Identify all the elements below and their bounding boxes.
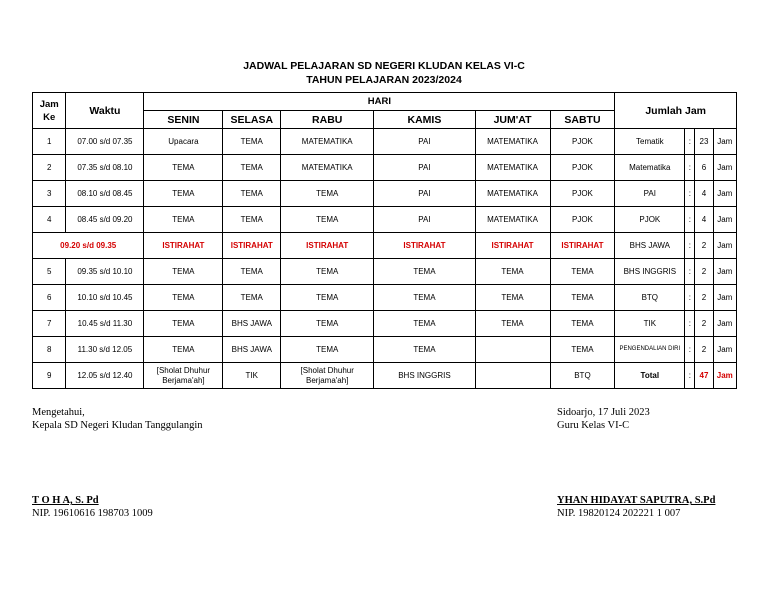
unit-cell: Jam (713, 285, 736, 311)
day-cell: TEMA (223, 155, 281, 181)
hours-cell: 2 (695, 285, 713, 311)
day-cell: TEMA (374, 337, 475, 363)
day-cell: ISTIRAHAT (475, 233, 550, 259)
day-cell: TEMA (144, 285, 223, 311)
day-cell: PAI (374, 181, 475, 207)
unit-cell: Jam (713, 155, 736, 181)
unit-cell: Jam (713, 259, 736, 285)
header-hari: HARI (144, 93, 615, 111)
day-cell: TEMA (374, 311, 475, 337)
signature-right-line2: Guru Kelas VI-C (557, 420, 630, 431)
day-cell: PAI (374, 207, 475, 233)
day-cell: TEMA (374, 285, 475, 311)
day-cell: TEMA (475, 311, 550, 337)
day-cell: PAI (374, 129, 475, 155)
signature-left-line2: Kepala SD Negeri Kludan Tanggulangin (32, 420, 203, 431)
day-cell: TEMA (223, 207, 281, 233)
jam-ke-cell: 4 (33, 207, 66, 233)
document-title: JADWAL PELAJARAN SD NEGERI KLUDAN KELAS VI-C (243, 60, 525, 72)
unit-cell: Jam (713, 311, 736, 337)
day-cell (475, 363, 550, 389)
header-jumlah-jam: Jumlah Jam (615, 93, 737, 129)
unit-cell: Jam (713, 363, 736, 389)
document-subtitle: TAHUN PELAJARAN 2023/2024 (306, 74, 462, 86)
unit-cell: Jam (713, 181, 736, 207)
subject-cell: BHS INGGRIS (615, 259, 685, 285)
jam-ke-cell: 9 (33, 363, 66, 389)
unit-cell: Jam (713, 207, 736, 233)
day-cell: TIK (223, 363, 281, 389)
day-cell: TEMA (281, 285, 374, 311)
table-row (33, 129, 737, 155)
day-cell: TEMA (223, 181, 281, 207)
subject-cell: PAI (615, 181, 685, 207)
day-cell: ISTIRAHAT (281, 233, 374, 259)
subject-cell: BTQ (615, 285, 685, 311)
header-waktu: Waktu (66, 93, 144, 129)
time-cell: 08.45 s/d 09.20 (66, 207, 144, 233)
day-cell: TEMA (144, 259, 223, 285)
day-cell: MATEMATIKA (281, 129, 374, 155)
jam-ke-cell: 2 (33, 155, 66, 181)
day-cell: TEMA (144, 311, 223, 337)
hours-cell: 2 (695, 337, 713, 363)
day-cell: TEMA (223, 259, 281, 285)
signature-left-line1: Mengetahui, (32, 407, 85, 418)
day-cell: TEMA (475, 259, 550, 285)
time-cell: 11.30 s/d 12.05 (66, 337, 144, 363)
table-row (33, 337, 737, 363)
day-cell: TEMA (144, 207, 223, 233)
unit-cell: Jam (713, 233, 736, 259)
day-cell: TEMA (374, 259, 475, 285)
signature-right-block (557, 494, 715, 520)
day-cell: PJOK (550, 155, 615, 181)
day-cell: PAI (374, 155, 475, 181)
jam-ke-cell: 7 (33, 311, 66, 337)
day-cell: TEMA (281, 337, 374, 363)
time-cell: 10.45 s/d 11.30 (66, 311, 144, 337)
colon-cell: : (685, 207, 695, 233)
header-day: KAMIS (374, 111, 475, 129)
signature-right-line1: Sidoarjo, 17 Juli 2023 (557, 407, 650, 418)
hours-cell: 23 (695, 129, 713, 155)
day-cell: BHS INGGRIS (374, 363, 475, 389)
subject-cell: TIK (615, 311, 685, 337)
day-cell: BTQ (550, 363, 615, 389)
time-cell: 10.10 s/d 10.45 (66, 285, 144, 311)
table-row (33, 207, 737, 233)
day-cell: PJOK (550, 207, 615, 233)
schedule-table (32, 92, 737, 389)
teacher-name: YHAN HIDAYAT SAPUTRA, S.Pd (557, 495, 716, 506)
break-row (33, 233, 737, 259)
hours-cell: 4 (695, 207, 713, 233)
header-day: SABTU (550, 111, 615, 129)
hours-cell: 2 (695, 233, 713, 259)
day-cell: ISTIRAHAT (374, 233, 475, 259)
hours-cell: 6 (695, 155, 713, 181)
day-cell: TEMA (144, 181, 223, 207)
jam-ke-cell: 1 (33, 129, 66, 155)
principal-name: T O H A, S. Pd (32, 495, 99, 506)
colon-cell: : (685, 285, 695, 311)
day-cell: MATEMATIKA (475, 181, 550, 207)
day-cell: PJOK (550, 181, 615, 207)
header-row-top (33, 93, 737, 111)
header-day: JUM'AT (475, 111, 550, 129)
subject-cell: PJOK (615, 207, 685, 233)
table-row (33, 285, 737, 311)
table-row (33, 181, 737, 207)
hours-cell: 2 (695, 311, 713, 337)
time-cell: 08.10 s/d 08.45 (66, 181, 144, 207)
day-cell: TEMA (281, 207, 374, 233)
day-cell: Upacara (144, 129, 223, 155)
day-cell: TEMA (144, 337, 223, 363)
jam-ke-cell: 8 (33, 337, 66, 363)
time-cell: 09.35 s/d 10.10 (66, 259, 144, 285)
day-cell: TEMA (550, 337, 615, 363)
principal-nip: NIP. 19610616 198703 1009 (32, 508, 153, 519)
day-cell: TEMA (281, 259, 374, 285)
day-cell: MATEMATIKA (475, 155, 550, 181)
table-row (33, 259, 737, 285)
hours-cell: 2 (695, 259, 713, 285)
day-cell: BHS JAWA (223, 337, 281, 363)
subject-cell: PENGENDALIAN DIRI (615, 337, 685, 363)
day-cell: [Sholat Dhuhur Berjama'ah] (281, 363, 374, 389)
time-cell: 07.00 s/d 07.35 (66, 129, 144, 155)
colon-cell: : (685, 311, 695, 337)
day-cell: PJOK (550, 129, 615, 155)
signature-right (557, 406, 650, 432)
subject-cell: BHS JAWA (615, 233, 685, 259)
colon-cell: : (685, 155, 695, 181)
signature-left-block (32, 494, 153, 520)
subject-cell: Tematik (615, 129, 685, 155)
unit-cell: Jam (713, 129, 736, 155)
colon-cell: : (685, 233, 695, 259)
time-cell: 12.05 s/d 12.40 (66, 363, 144, 389)
teacher-nip: NIP. 19820124 202221 1 007 (557, 508, 681, 519)
day-cell: TEMA (475, 285, 550, 311)
break-time: 09.20 s/d 09.35 (33, 233, 144, 259)
colon-cell: : (685, 181, 695, 207)
day-cell: MATEMATIKA (475, 129, 550, 155)
day-cell: TEMA (281, 311, 374, 337)
day-cell: TEMA (281, 181, 374, 207)
subject-cell: Total (615, 363, 685, 389)
day-cell (475, 337, 550, 363)
day-cell: ISTIRAHAT (550, 233, 615, 259)
hours-cell: 47 (695, 363, 713, 389)
day-cell: MATEMATIKA (281, 155, 374, 181)
colon-cell: : (685, 337, 695, 363)
jam-ke-cell: 6 (33, 285, 66, 311)
day-cell: ISTIRAHAT (223, 233, 281, 259)
table-row (33, 363, 737, 389)
day-cell: TEMA (550, 285, 615, 311)
time-cell: 07.35 s/d 08.10 (66, 155, 144, 181)
subject-cell: Matematika (615, 155, 685, 181)
signature-left (32, 406, 203, 432)
day-cell: ISTIRAHAT (144, 233, 223, 259)
table-row (33, 155, 737, 181)
header-day: RABU (281, 111, 374, 129)
header-day: SENIN (144, 111, 223, 129)
day-cell: TEMA (550, 259, 615, 285)
day-cell: TEMA (223, 285, 281, 311)
day-cell: BHS JAWA (223, 311, 281, 337)
day-cell: MATEMATIKA (475, 207, 550, 233)
day-cell: [Sholat Dhuhur Berjama'ah] (144, 363, 223, 389)
day-cell: TEMA (550, 311, 615, 337)
header-jam-ke: Jam Ke (33, 93, 66, 129)
jam-ke-cell: 3 (33, 181, 66, 207)
day-cell: TEMA (223, 129, 281, 155)
unit-cell: Jam (713, 337, 736, 363)
table-row (33, 311, 737, 337)
day-cell: TEMA (144, 155, 223, 181)
colon-cell: : (685, 129, 695, 155)
colon-cell: : (685, 363, 695, 389)
header-day: SELASA (223, 111, 281, 129)
jam-ke-cell: 5 (33, 259, 66, 285)
hours-cell: 4 (695, 181, 713, 207)
colon-cell: : (685, 259, 695, 285)
